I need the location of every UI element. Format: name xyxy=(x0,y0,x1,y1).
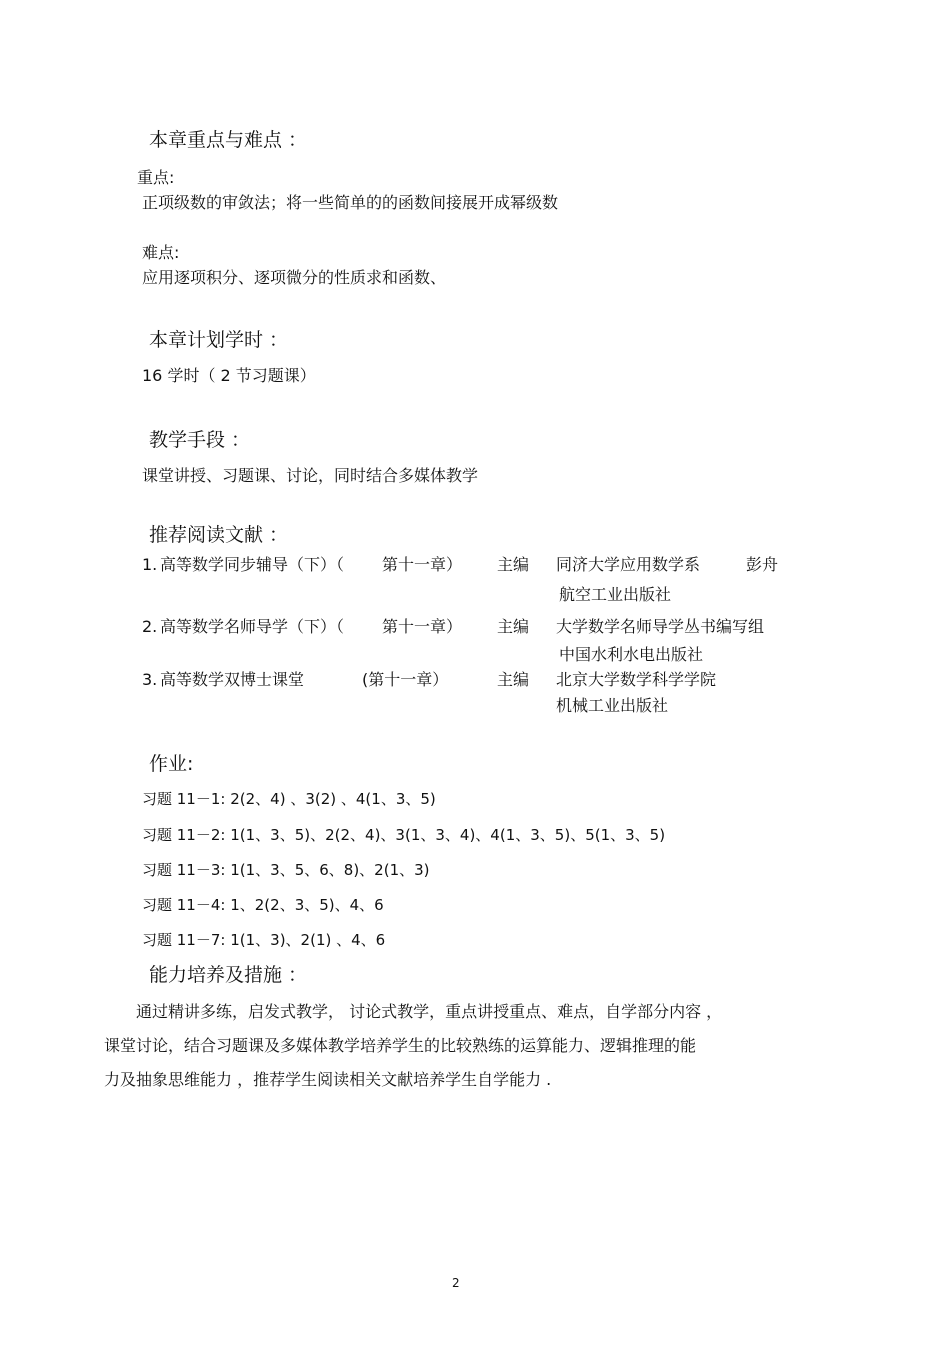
reference-editor: 大学数学名师导学丛书编写组 xyxy=(556,617,765,636)
reference-chapter: 第十一章） xyxy=(382,617,463,636)
paragraph-line: 力及抽象思维能力 ，推荐学生阅读相关文献培养学生自学能力 . xyxy=(104,1070,552,1089)
reference-number: 3. xyxy=(142,670,158,689)
reference-role: 主编 xyxy=(497,555,530,574)
homework-item: 习题 11－4: 1、2(2、3、5)、4、6 xyxy=(142,896,384,914)
reference-publisher: 中国水利水电出版社 xyxy=(559,645,704,664)
key-points-text: 正项级数的审敛法；将一些简单的的函数间接展开成幂级数 xyxy=(142,193,559,212)
teaching-methods-text: 课堂讲授、习题课、讨论，同时结合多媒体教学 xyxy=(142,466,479,485)
reference-title: 高等数学名师导学（下）（ xyxy=(160,617,345,636)
planned-hours-text: 16 学时（ 2 节习题课） xyxy=(142,366,316,385)
reference-title: 高等数学双博士课堂 xyxy=(160,670,305,689)
reference-role: 主编 xyxy=(497,617,530,636)
reference-extra: 彭舟 xyxy=(746,555,779,574)
heading-planned-hours: 本章计划学时 ： xyxy=(149,329,289,351)
paragraph-line: 课堂讨论，结合习题课及多媒体教学培养学生的比较熟练的运算能力、逻辑推理的能 xyxy=(104,1036,697,1055)
reference-publisher: 机械工业出版社 xyxy=(556,696,669,715)
heading-ability-training: 能力培养及措施 ： xyxy=(149,964,308,986)
reference-number: 2. xyxy=(142,617,158,636)
heading-homework: 作业: xyxy=(149,753,194,775)
paragraph-line: 通过精讲多练，启发式教学， 讨论式教学，重点讲授重点、难点，自学部分内容 ， xyxy=(104,1002,723,1021)
reference-chapter: (第十一章） xyxy=(362,670,449,689)
homework-item: 习题 11－1: 2(2、4) 、3(2) 、4(1、3、5) xyxy=(142,790,436,808)
reference-editor: 北京大学数学科学学院 xyxy=(556,670,717,689)
heading-recommended-reading: 推荐阅读文献 ： xyxy=(149,524,289,546)
homework-item: 习题 11－7: 1(1、3)、2(1) 、4、6 xyxy=(142,931,386,949)
reference-title: 高等数学同步辅导（下）（ xyxy=(160,555,345,574)
heading-teaching-methods: 教学手段 ： xyxy=(149,429,251,451)
heading-key-points: 本章重点与难点 ： xyxy=(149,129,308,151)
difficulties-text: 应用逐项积分、逐项微分的性质求和函数、 xyxy=(142,268,447,287)
homework-item: 习题 11－2: 1(1、3、5)、2(2、4)、3(1、3、4)、4(1、3、5)、5(1、3、5) xyxy=(142,826,666,844)
reference-publisher: 航空工业出版社 xyxy=(559,585,672,604)
reference-chapter: 第十一章） xyxy=(382,555,463,574)
reference-editor: 同济大学应用数学系 xyxy=(556,555,701,574)
page-number: 2 xyxy=(452,1276,460,1290)
difficulties-label: 难点: xyxy=(142,243,180,262)
reference-role: 主编 xyxy=(497,670,530,689)
reference-number: 1. xyxy=(142,555,158,574)
ability-training-paragraph xyxy=(104,995,824,1097)
key-points-label: 重点: xyxy=(137,168,175,187)
homework-item: 习题 11－3: 1(1、3、5、6、8)、2(1、3) xyxy=(142,861,430,879)
